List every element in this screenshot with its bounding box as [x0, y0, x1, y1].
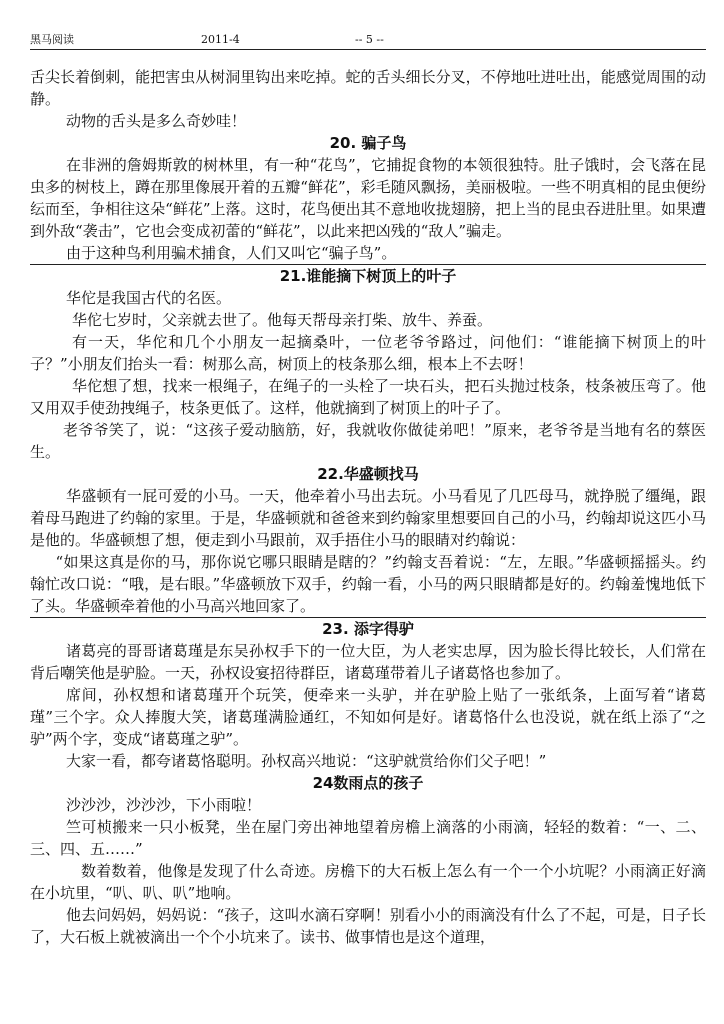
- paragraph: 舌尖长着倒刺，能把害虫从树洞里钩出来吃掉。蛇的舌头细长分叉，不停地吐进吐出，能感觉周围的动静。: [30, 68, 706, 108]
- paragraph: 华佗七岁时，父亲就去世了。他每天帮母亲打柴、放牛、养蚕。: [72, 311, 493, 329]
- paragraph: 大家一看，都夸诸葛恪聪明。孙权高兴地说：“这驴就赏给你们父子吧！”: [66, 752, 547, 770]
- header-date: 2011-4: [201, 33, 240, 46]
- section-title-20: 20. 骗子鸟: [329, 134, 407, 152]
- paragraph: 有一天，华佗和几个小朋友一起摘桑叶，一位老爷爷路过，问他们：“谁能摘下树顶上的叶子？”小朋友们抬头一看：树那么高，树顶上的枝条那么细，根本上不去呀！: [30, 333, 706, 373]
- paragraph: 在非洲的詹姆斯敦的树林里，有一种“花鸟”，它捕捉食物的本领很独特。肚子饿时，会飞落在昆虫多的树枝上，蹲在那里像展开着的五瓣“鲜花”，彩毛随风飘扬，美丽极啦。一些不明真相的昆虫便纷纭而至，争相往这朵“鲜花”上落。这时，花鸟便出其不意地收拢翅膀，把上当的昆虫吞进肚里。如果遭到外敌“袭击”，它也会变成初蕾的“鲜花”，以此来把凶残的“敌人”骗走。: [30, 156, 706, 240]
- page-header: [30, 33, 706, 47]
- header-title: 黑马阅读: [30, 33, 74, 46]
- header-rule: [30, 49, 706, 50]
- page-content: [30, 66, 706, 948]
- paragraph: 动物的舌头是多么奇妙哇！: [66, 112, 247, 130]
- header-page-number: -- 5 --: [355, 33, 384, 46]
- paragraph: 席间，孙权想和诸葛瑾开个玩笑，便牵来一头驴，并在驴脸上贴了一张纸条，上面写着“诸葛瑾”三个字。众人捧腹大笑，诸葛瑾满脸通红，不知如何是好。诸葛恪什么也没说，就在纸上添了“之驴”两个字，变成“诸葛瑾之驴”。: [30, 686, 706, 748]
- paragraph: “如果这真是你的马，那你说它哪只眼睛是瞎的？”约翰支吾着说：“左，左眼。”华盛顿摇摇头。约翰忙改口说：“哦，是右眼。”华盛顿放下双手，约翰一看，小马的两只眼睛都是好的。约翰羞愧地低下了头。华盛顿牵着他的小马高兴地回家了。: [30, 551, 706, 618]
- section-title-23: 23. 添字得驴: [322, 620, 414, 638]
- paragraph: 他去问妈妈，妈妈说：“孩子，这叫水滴石穿啊！别看小小的雨滴没有什么了不起，可是，日子长了，大石板上就被滴出一个个小坑来了。读书、做事情也是这个道理，: [30, 906, 706, 946]
- paragraph: 数着数着，他像是发现了什么奇迹。房檐下的大石板上怎么有一个一个小坑呢？小雨滴正好滴在小坑里，“叭、叭、叭”地响。: [30, 862, 706, 902]
- paragraph: 竺可桢搬来一只小板凳，坐在屋门旁出神地望着房檐上滴落的小雨滴，轻轻的数着：“一、二、三、四、五……”: [30, 818, 706, 858]
- section-title-22: 22.华盛顿找马: [317, 465, 419, 483]
- paragraph: 诸葛亮的哥哥诸葛瑾是东吴孙权手下的一位大臣，为人老实忠厚，因为脸长得比较长，人们常在背后嘲笑他是驴脸。一天，孙权设宴招待群臣，诸葛瑾带着儿子诸葛恪也参加了。: [30, 642, 706, 682]
- section-title-21: 21.谁能摘下树顶上的叶子: [279, 267, 457, 285]
- paragraph: 老爷爷笑了，说：“这孩子爱动脑筋，好，我就收你做徒弟吧！”原来，老爷爷是当地有名的蔡医生。: [30, 421, 706, 461]
- section-title-24: 24数雨点的孩子: [312, 774, 424, 792]
- paragraph: 沙沙沙，沙沙沙，下小雨啦！: [66, 796, 262, 814]
- paragraph: 华佗是我国古代的名医。: [66, 289, 232, 307]
- paragraph: 华盛顿有一屁可爱的小马。一天，他牵着小马出去玩。小马看见了几匹母马，就挣脱了缰绳，跟着母马跑进了约翰的家里。于是，华盛顿就和爸爸来到约翰家里想要回自己的小马，约翰却说这匹小马是他的。华盛顿想了想，便走到小马跟前，双手捂住小马的眼睛对约翰说：: [30, 487, 706, 549]
- paragraph: 由于这种鸟利用骗术捕食，人们又叫它“骗子鸟”。: [30, 242, 706, 265]
- paragraph: 华佗想了想，找来一根绳子，在绳子的一头栓了一块石头，把石头抛过枝条，枝条被压弯了。他又用双手使劲拽绳子，枝条更低了。这样，他就摘到了树顶上的叶子了。: [30, 377, 706, 417]
